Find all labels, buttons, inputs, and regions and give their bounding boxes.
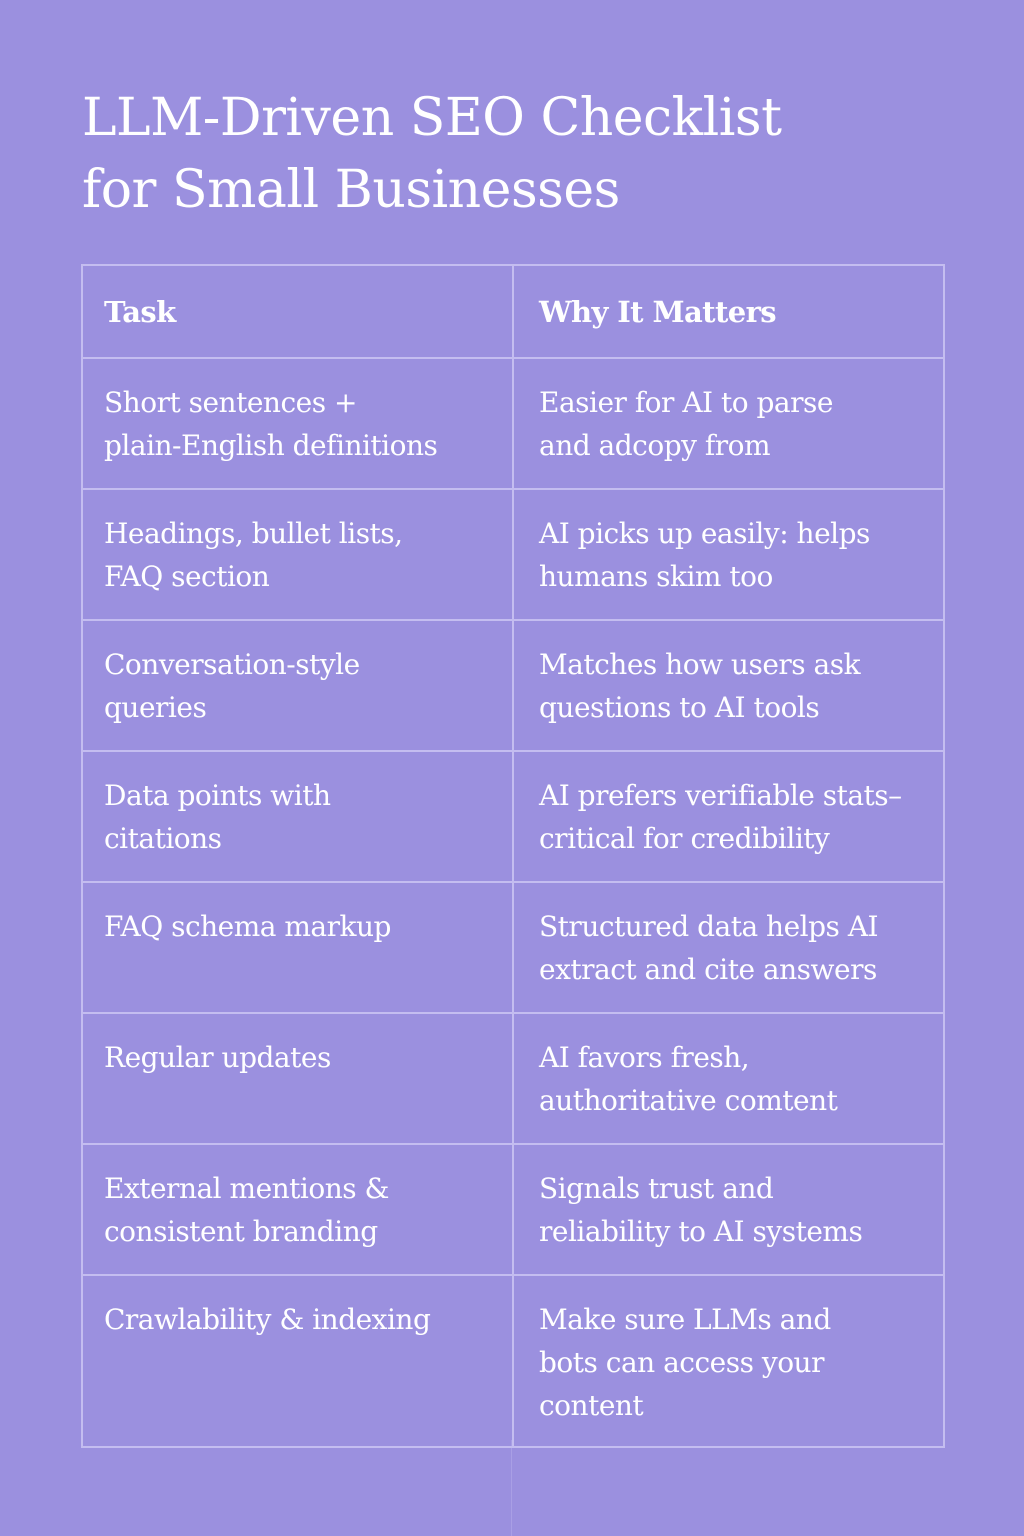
why-cell [513,882,944,1013]
checklist-table-container [81,264,943,1448]
checklist-table [81,264,945,1448]
why-text: AI picks up easily: helps humans skim too [539,517,870,593]
why-text: Make sure LLMs and bots can access your content [539,1303,831,1422]
task-cell [82,358,513,489]
task-cell [82,1144,513,1275]
why-cell [513,1144,944,1275]
table-row [82,620,944,751]
task-text: Short sentences + plain-English definitions [104,386,438,462]
table-row [82,882,944,1013]
table-row [82,489,944,620]
why-cell [513,1013,944,1144]
table-header-row [82,265,944,358]
column-divider-extension [511,1440,512,1536]
task-cell [82,620,513,751]
why-cell [513,1275,944,1447]
why-cell [513,358,944,489]
header-why-it-matters [513,265,944,358]
task-text: Headings, bullet lists, FAQ section [104,517,403,593]
table-row [82,751,944,882]
task-cell [82,882,513,1013]
why-text: Structured data helps AI extract and cite answers [539,910,879,986]
task-text: Crawlability & indexing [104,1303,431,1336]
task-cell [82,751,513,882]
task-text: Data points with citations [104,779,331,855]
why-text: Easier for AI to parse and adcopy from [539,386,833,462]
table-row [82,1144,944,1275]
task-cell [82,1275,513,1447]
header-task [82,265,513,358]
why-text: AI favors fresh, authoritative comtent [539,1041,838,1117]
table-row [82,1275,944,1447]
page-title: LLM-Driven SEO Checklist for Small Businesses [82,88,782,220]
table-row [82,358,944,489]
task-cell [82,1013,513,1144]
header-task-label: Task [104,294,176,329]
task-cell [82,489,513,620]
why-text: AI prefers verifiable stats– critical for credibility [539,779,902,855]
why-cell [513,751,944,882]
task-text: External mentions & consistent branding [104,1172,389,1248]
why-text: Signals trust and reliability to AI systems [539,1172,863,1248]
task-text: Regular updates [104,1041,331,1074]
why-cell [513,620,944,751]
header-why-label: Why It Matters [539,294,776,329]
why-text: Matches how users ask questions to AI tools [539,648,861,724]
why-cell [513,489,944,620]
table-row [82,1013,944,1144]
task-text: FAQ schema markup [104,910,391,943]
task-text: Conversation-style queries [104,648,360,724]
